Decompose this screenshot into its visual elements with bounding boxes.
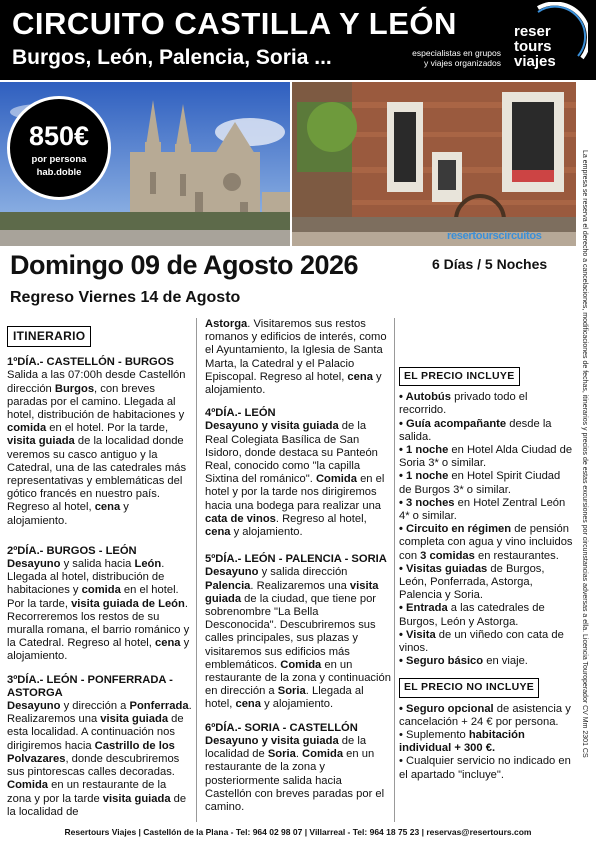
list-item: • Autobús privado todo el recorrido. bbox=[399, 391, 528, 417]
itinerary-column-1 bbox=[7, 318, 192, 822]
excludes-list bbox=[399, 703, 573, 782]
price-note-2: hab.doble bbox=[36, 167, 82, 178]
day-5-title: 5ºDÍA.- LEÓN - PALENCIA - SORIA bbox=[205, 553, 387, 566]
day-3-text-part-1: Desayuno y dirección a Ponferrada. Realizaremos una visita guiada de esta localidad. A continuación nos dirigiremos hacia Castrillo de los Polvazares, donde descubriremos sus pintorescas calles decoradas. Comida en un restaurante de la zona y por la tarde visita guiada de la localidad de bbox=[7, 700, 192, 818]
logo-text-3: viajes bbox=[514, 53, 556, 70]
day-6-title: 6ºDÍA.- SORIA - CASTELLÓN bbox=[205, 721, 358, 734]
day-5-text: Desayuno y salida dirección Palencia. Realizaremos una visita guiada de la ciudad, que tiene por sobrenombre "La Bella Desconocida". Descubriremos sus calles principales, sus plazas y visitaremos sus edificios más emblemáticos. Comida en un restaurante de la zona y continuación en dirección a Soria. Llegada al hotel, cena y alojamiento. bbox=[205, 566, 391, 711]
day-6-text: Desayuno y visita guiada de la localidad de Soria. Comida en un restaurante de la zona y posteriormente salida hacia Castellón con breves paradas por el camino. bbox=[205, 734, 385, 813]
list-item: • Cualquier servicio no indicado en el apartado "incluye". bbox=[399, 755, 571, 781]
column-divider bbox=[394, 318, 395, 822]
page-title: CIRCUITO CASTILLA Y LEÓN bbox=[12, 6, 457, 41]
list-item: • 1 noche en Hotel Spirit Ciudad de Burgos 3* o similar. bbox=[399, 470, 561, 496]
tagline-line-2: y viajes organizados bbox=[423, 58, 501, 68]
list-item: • Seguro opcional de asistencia y cancelación + 24 € por persona. bbox=[399, 702, 571, 728]
excludes-heading: EL PRECIO NO INCLUYE bbox=[399, 678, 539, 697]
logo-text-1: reser bbox=[514, 23, 551, 40]
day-1-title: 1ºDÍA.- CASTELLÓN - BURGOS bbox=[7, 356, 174, 369]
tagline-line-1: especialistas en grupos bbox=[412, 48, 501, 58]
departure-date: Domingo 09 de Agosto 2026 bbox=[10, 250, 359, 280]
photo-brand-watermark: resertourscircuitos bbox=[447, 230, 542, 242]
day-3-text-part-2: Astorga. Visitaremos sus restos romanos y edificios de interés, como el Ayuntamiento, la Iglesia de Santa Marta, la Catedral y el Palacio Episcopal. Regreso al hotel, cena y alojamiento. bbox=[205, 318, 387, 397]
list-item: • 1 noche en Hotel Alda Ciudad de Soria 3* o similar. bbox=[399, 444, 573, 470]
itinerary-heading: ITINERARIO bbox=[7, 326, 91, 347]
logo-text-2: tours bbox=[514, 38, 552, 55]
contact-footer: Resertours Viajes | Castellón de la Plana - Tel: 964 02 98 07 | Villarreal - Tel: 964 18 75 23 | reservas@resertours.com bbox=[64, 827, 532, 837]
header-bar bbox=[0, 0, 596, 80]
price-amount: 850€ bbox=[28, 121, 90, 151]
list-item: • Guía acompañante desde la salida. bbox=[399, 417, 552, 443]
column-3-spacer bbox=[399, 318, 573, 358]
itinerary-column-2 bbox=[205, 318, 391, 822]
day-4-title: 4ºDÍA.- LEÓN bbox=[205, 407, 276, 420]
price-note-1: por persona bbox=[31, 154, 87, 165]
price-info-column bbox=[399, 318, 573, 822]
day-3-title: 3ºDÍA.- LEÓN - PONFERRADA - ASTORGA bbox=[7, 673, 173, 699]
village-photo bbox=[292, 82, 576, 246]
list-item: • Circuito en régimen de pensión completa con agua y vino incluidos con 3 comidas en restaurantes. bbox=[399, 523, 573, 562]
trip-duration: 6 Días / 5 Noches bbox=[432, 256, 548, 272]
day-1-text: Salida a las 07:00h desde Castellón dirección Burgos, con breves paradas por el camino. Llegada al hotel, distribución de habitaciones y comida en el hotel. Por la tarde, visita guiada de la localidad donde veremos su casco antiguo y la Catedral, una de las catedrales más representativas y emblemáticas del gótico francés en nuestro país. Regreso al hotel, cena y alojamiento. bbox=[7, 369, 187, 527]
includes-heading: EL PRECIO INCLUYE bbox=[399, 367, 520, 386]
list-item: • Visitas guiadas de Burgos, León, Ponferrada, Astorga, Palencia y Soria. bbox=[399, 562, 545, 602]
page-subtitle: Burgos, León, Palencia, Soria ... bbox=[12, 46, 332, 69]
includes-list bbox=[399, 391, 573, 668]
column-divider bbox=[196, 318, 197, 822]
return-date: Regreso Viernes 14 de Agosto bbox=[10, 289, 241, 306]
list-item: • Entrada a las catedrales de Burgos, León y Astorga. bbox=[399, 602, 545, 628]
price-badge bbox=[7, 96, 111, 200]
list-item: • Visita de un viñedo con cata de vinos. bbox=[399, 628, 564, 655]
list-item: • Seguro básico en viaje. bbox=[399, 655, 528, 668]
legal-text: La empresa se reserva el derecho a cancelaciones, modificaciones de fechas, itinerarios y precios de estas excursiones por circunstancias adversas a ella. Licencia Touroperador CV Mm 2301 CS bbox=[581, 150, 588, 758]
legal-side-text bbox=[578, 150, 592, 820]
day-4-text: Desayuno y visita guiada de la Real Colegiata Basílica de San Isidoro, donde destaca su Panteón Real, conocido como "la capilla Sixtina del románico". Comida en el hotel y por la tarde nos dirigiremos hacia una bodega para realizar una cata de vinos. Regreso al hotel, cena y alojamiento. bbox=[205, 420, 385, 539]
day-2-text: Desayuno y salida hacia León. Llegada al hotel, distribución de habitaciones y comida en el hotel. Por la tarde, visita guiada de León. Recorreremos los restos de su muralla romana, el barrio románico y la Catedral. Regreso al hotel, cena y alojamiento. bbox=[7, 558, 190, 663]
list-item: • Suplemento habitación individual + 300 €. bbox=[399, 729, 525, 755]
list-item: • 3 noches en Hotel Zentral León 4* o similar. bbox=[399, 496, 566, 523]
agency-tagline bbox=[397, 48, 501, 68]
day-2-title: 2ºDÍA.- BURGOS - LEÓN bbox=[7, 544, 137, 557]
brand-logo bbox=[508, 2, 588, 76]
